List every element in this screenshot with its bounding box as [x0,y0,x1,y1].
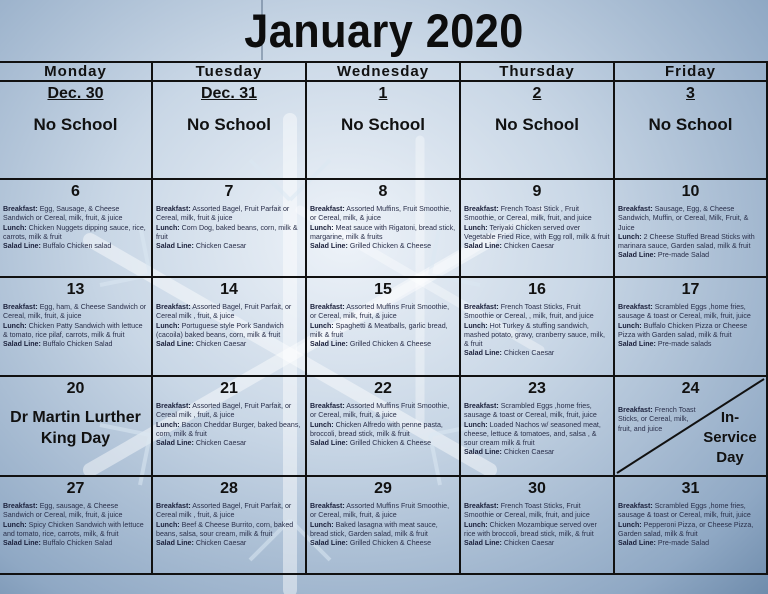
menu-text: Breakfast: French Toast Sticks, Fruit Smoothie or Cereal, milk, fruit, and juice Lunch: Chicken Mozambique served over rice with broccoli, bread stick, milk, & fruit Salad Line: Chicken Caesar [464,502,597,548]
day-cell [307,477,461,575]
day-cell [307,180,461,278]
menu-text: Breakfast: Assorted Muffins Fruit Smoothie, or Cereal, milk, fruit, & juice Lunch: Baked lasagna with meat sauce, bread stick, Garden salad, milk & fruit Salad Line: Grilled Chicken & Cheese [310,502,450,548]
date-number: Dec. 31 [200,85,258,102]
menu-text: Breakfast: French Toast Stick , Fruit Smoothie, or Cereal, milk, fruit, and juice Lunch: Teriyaki Chicken served over Vegetable Fried Rice, with Egg roll, milk & fruit Salad Line: Chicken Caesar [464,205,610,251]
menu-text: Breakfast: Scrambled Eggs ,home fries, sausage & toast or Cereal, milk, fruit, juice Lunch: Pepperoni Pizza, or Cheese Pizza, Garden salad, milk & fruit Salad Line: Pre-made Salad [618,502,754,548]
day-cell [0,477,153,575]
date-number: 10 [681,183,700,200]
menu-text: Breakfast: Egg, Sausage, & Cheese Sandwich or Cereal, milk, fruit, & juice Lunch: Chicken Nuggets dipping sauce, rice, carrots, milk & fruit Salad Line: Buffalo Chicken salad [3,205,146,251]
date-number: 9 [532,183,542,200]
date-number: 20 [66,380,85,397]
day-cell [0,278,153,377]
date-number: 29 [374,480,392,497]
page-title: January 2020 [244,4,524,57]
day-cell [461,377,615,477]
day-cell [153,278,307,377]
date-number: 21 [220,380,238,397]
menu-text: Breakfast: Assorted Bagel, Fruit Parfait, or Cereal milk , fruit, & juice Lunch: Bacon Cheddar Burger, baked beans, corn, milk & fruit Salad Line: Chicken Caesar [156,402,301,448]
menu-text: Breakfast: Scrambled Eggs ,home fries, sausage & toast or Cereal, milk, fruit, juice Lunch: Buffalo Chicken Pizza or Cheese Pizza with Garden salad, milk & fruit Salad Line: Pre-made salads [618,303,751,349]
day-header-tuesday: Tuesday [153,63,307,82]
date-number: 8 [378,183,388,200]
menu-text: Breakfast: Assorted Muffins, Fruit Smoothie, or Cereal, milk, & juice Lunch: Meat sauce with Rigatoni, bread stick, margarine, milk & fruits Salad Line: Grilled Chicken & Cheese [310,205,456,251]
day-header-wednesday: Wednesday [307,63,461,82]
day-cell [153,477,307,575]
menu-text: Breakfast: Assorted Muffins Fruit Smoothie, or Cereal, milk, fruit, & juice Lunch: Spaghetti & Meatballs, garlic bread, milk & fruit Salad Line: Grilled Chicken & Cheese [310,303,450,349]
menu-text: Breakfast: Assorted Muffins Fruit Smoothie, or Cereal, milk, fruit, & juice Lunch: Chicken Alfredo with penne pasta, broccoli, bread stick, milk & fruit Salad Line: Grilled Chicken & Cheese [310,402,450,448]
day-cell [0,180,153,278]
day-cell [0,82,153,180]
no-school-label: No School [33,115,118,134]
date-number: 22 [374,380,392,397]
date-number: 17 [681,281,700,298]
date-number: 16 [528,281,546,298]
date-number: Dec. 30 [47,85,104,102]
day-cell [307,278,461,377]
day-cell [615,180,768,278]
date-number: 6 [71,183,80,200]
menu-text: Breakfast: Sausage, Egg, & Cheese Sandwich, Muffin, or Cereal, Milk, Fruit, & Juice Lunch: 2 Cheese Stuffed Bread Sticks with marinara sauce, Garden salad, milk & fruit Salad Line: Pre-made Salad [618,205,755,260]
day-cell [615,82,768,180]
day-cell [615,477,768,575]
day-header-friday: Friday [615,63,768,82]
day-header-monday: Monday [0,63,153,82]
menu-text: Breakfast: Egg, sausage, & Cheese Sandwich or Cereal, milk, fruit, & juice Lunch: Spicy Chicken Sandwich with lettuce and tomato, rice, carrots, milk, & fruit Salad Line: Buffalo Chicken Salad [3,502,144,548]
day-cell [461,278,615,377]
menu-text: Breakfast: French Toast Sticks, Fruit Smoothie or Cereal, , milk, fruit, and juice Lunch: Hot Turkey & stuffing sandwich, mashed potato, gravy, cranberry sauce, milk, & fruit Salad Line: Chicken Caesar [464,303,606,358]
day-cell [461,82,615,180]
date-number: 28 [220,480,238,497]
menu-text: Breakfast: French Toast Sticks, or Cereal, milk, fruit, and juice [618,406,696,433]
day-cell [153,180,307,278]
date-number: 31 [681,480,700,497]
date-number: 15 [374,281,392,298]
in-service-label: In-Service Day [703,409,757,466]
menu-text: Breakfast: Assorted Bagel, Fruit Parfait or Cereal, milk, fruit & juice Lunch: Corn Dog, baked beans, corn, milk & fruit Salad Line: Chicken Caesar [156,205,298,251]
day-cell [307,377,461,477]
date-number: 3 [686,85,695,102]
no-school-label: No School [340,115,426,134]
no-school-label: No School [186,115,272,134]
day-cell [153,82,307,180]
day-cell [307,82,461,180]
day-cell [461,180,615,278]
date-number: 30 [528,480,546,497]
day-cell [615,278,768,377]
date-number: 13 [66,281,85,298]
calendar-grid [0,61,768,575]
day-header-thursday: Thursday [461,63,615,82]
day-cell [615,377,768,477]
date-number: 2 [532,85,542,102]
day-cell [461,477,615,575]
day-cell [153,377,307,477]
date-number: 23 [528,380,546,397]
day-cell [0,377,153,477]
date-number: 7 [224,183,234,200]
no-school-label: No School [648,115,733,134]
menu-text: Breakfast: Scrambled Eggs ,home fries, sausage & toast or Cereal, milk, fruit, juice Lunch: Loaded Nachos w/ seasoned meat, cheese, lettuce & tomatoes, and, salsa , & sour cream milk & fruit Salad Line: Chicken Caesar [464,402,601,457]
date-number: 14 [220,281,238,298]
menu-text: Breakfast: Assorted Bagel, Fruit Parfait, or Cereal milk , fruit, & juice Lunch: Portuguese style Pork Sandwich (cacoila) baked beans, corn, milk & fruit Salad Line: Chicken Caesar [156,303,292,349]
menu-text: Breakfast: Egg, ham, & Cheese Sandwich or Cereal, milk, fruit, & juice Lunch: Chicken Patty Sandwich with lettuce & tomato, rice pilaf, carrots, milk & fruit Salad Line: Buffalo Chicken Salad [3,303,147,349]
date-number: 27 [66,480,85,497]
menu-text: Breakfast: Assorted Bagel, Fruit Parfait, or Cereal milk , fruit, & juice Lunch: Beef & Cheese Burrito, corn, baked beans, salsa, sour cream, milk & fruit Salad Line: Chicken Caesar [156,502,294,548]
date-number: 24 [681,380,700,397]
holiday-label: Dr Martin Lurther King Day [10,409,141,447]
no-school-label: No School [494,115,580,134]
date-number: 1 [378,85,388,102]
